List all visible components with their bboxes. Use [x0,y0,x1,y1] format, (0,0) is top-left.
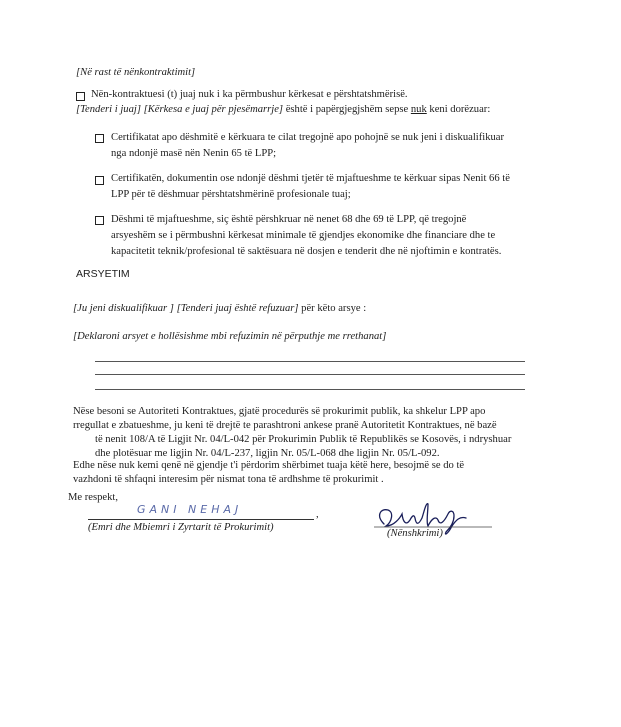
complaint-para-line-6: vazhdoni të shfaqni interesim për nismat tona të ardhshme të prokurimit . [73,474,384,485]
arsyetim-heading: ARSYETIM [76,268,130,280]
item-2-checkbox[interactable] [95,176,104,185]
name-comma: , [316,509,319,520]
reason-intro-nuk: nuk [410,104,427,115]
subcontract-check-label: Nën-kontraktuesi (t) juaj nuk i ka përmbushur kërkesat e përshtatshmërisë. [91,89,408,100]
closing-greeting: Me respekt, [68,492,119,503]
item-2-line-2: LPP për të dëshmuar përshtatshmërinë profesionale tuaj; [111,189,351,200]
item-1-line-1: Certifikatat apo dëshmitë e kërkuara te cilat tregojnë apo pohojnë se nuk jeni i diskualifikuar [111,132,505,143]
handwritten-official-name: GANI NEHAJ [137,503,243,516]
disqualification-line [73,302,366,316]
signature-label: (Nënshkrimi) [387,528,443,539]
item-3-checkbox[interactable] [95,216,104,225]
complaint-para-line-4: dhe plotësuar me ligjin Nr. 04/L-237, ligjin Nr. 05/L-068 dhe ligjin Nr. 05/L-092. [95,448,440,459]
item-3-line-3: kapacitetit teknik/profesional të saktësuara në dosjen e tenderit dhe në njoftimin e kontratës. [111,246,502,257]
complaint-para-line-3: të nenit 108/A të Ligjit Nr. 04/L-042 për Prokurimin Publik të Republikës se Kosovës, i ndryshuar [95,434,512,445]
reason-blank-line-3[interactable] [95,389,525,390]
disqualification-suffix: për këto arsye : [298,303,367,314]
item-3-line-1: Dëshmi të mjaftueshme, siç është përshkruar në nenet 68 dhe 69 të LPP, që tregojnë [111,214,467,225]
official-name-label: (Emri dhe Mbiemri i Zyrtarit të Prokurimit) [88,522,274,533]
reason-intro-b: keni dorëzuar: [426,104,491,115]
declare-reasons-prompt: [Deklaroni arsyet e hollësishme mbi refuzimin në përputhje me rrethanat] [73,331,387,342]
item-1-line-2: nga ndonjë masë nën Nenin 65 të LPP; [111,148,277,159]
reason-blank-line-1[interactable] [95,361,525,362]
subcontract-heading: [Në rast të nënkontraktimit] [76,67,196,78]
reason-blank-line-2[interactable] [95,374,525,375]
complaint-para-line-5: Edhe nëse nuk kemi qenë në gjendje t'i përdorim shërbimet tuaja këtë here, besojmë se do të [73,460,465,471]
disqualification-reference: [Ju jeni diskualifikuar ] [Tenderi juaj është refuzuar] [73,303,299,314]
tender-reason-line [76,103,490,117]
item-3-line-2: arsyeshëm se i përmbushni kërkesat minimale të gjendjes ekonomike dhe financiare dhe te [111,230,496,241]
item-1-checkbox[interactable] [95,134,104,143]
name-signature-line [88,519,314,520]
complaint-para-line-1: Nëse besoni se Autoriteti Kontraktues, gjatë procedurës së prokurimit publik, ka shkelur LPP apo [73,406,486,417]
complaint-para-line-2: rregullat e zbatueshme, ju keni të drejtë te parashtroni ankese pranë Autoritetit Kontraktues, në bazë [73,420,497,431]
subcontract-checkbox[interactable] [76,92,85,101]
tender-reference: [Tenderi i juaj] [Kërkesa e juaj për pjesëmarrje] [76,104,284,115]
item-2-line-1: Certifikatën, dokumentin ose ndonjë dëshmi tjetër të mjaftueshme te kërkuar sipas Nenit 66 të [111,173,510,184]
reason-intro-a: është i papërgjegjshëm sepse [285,104,411,115]
